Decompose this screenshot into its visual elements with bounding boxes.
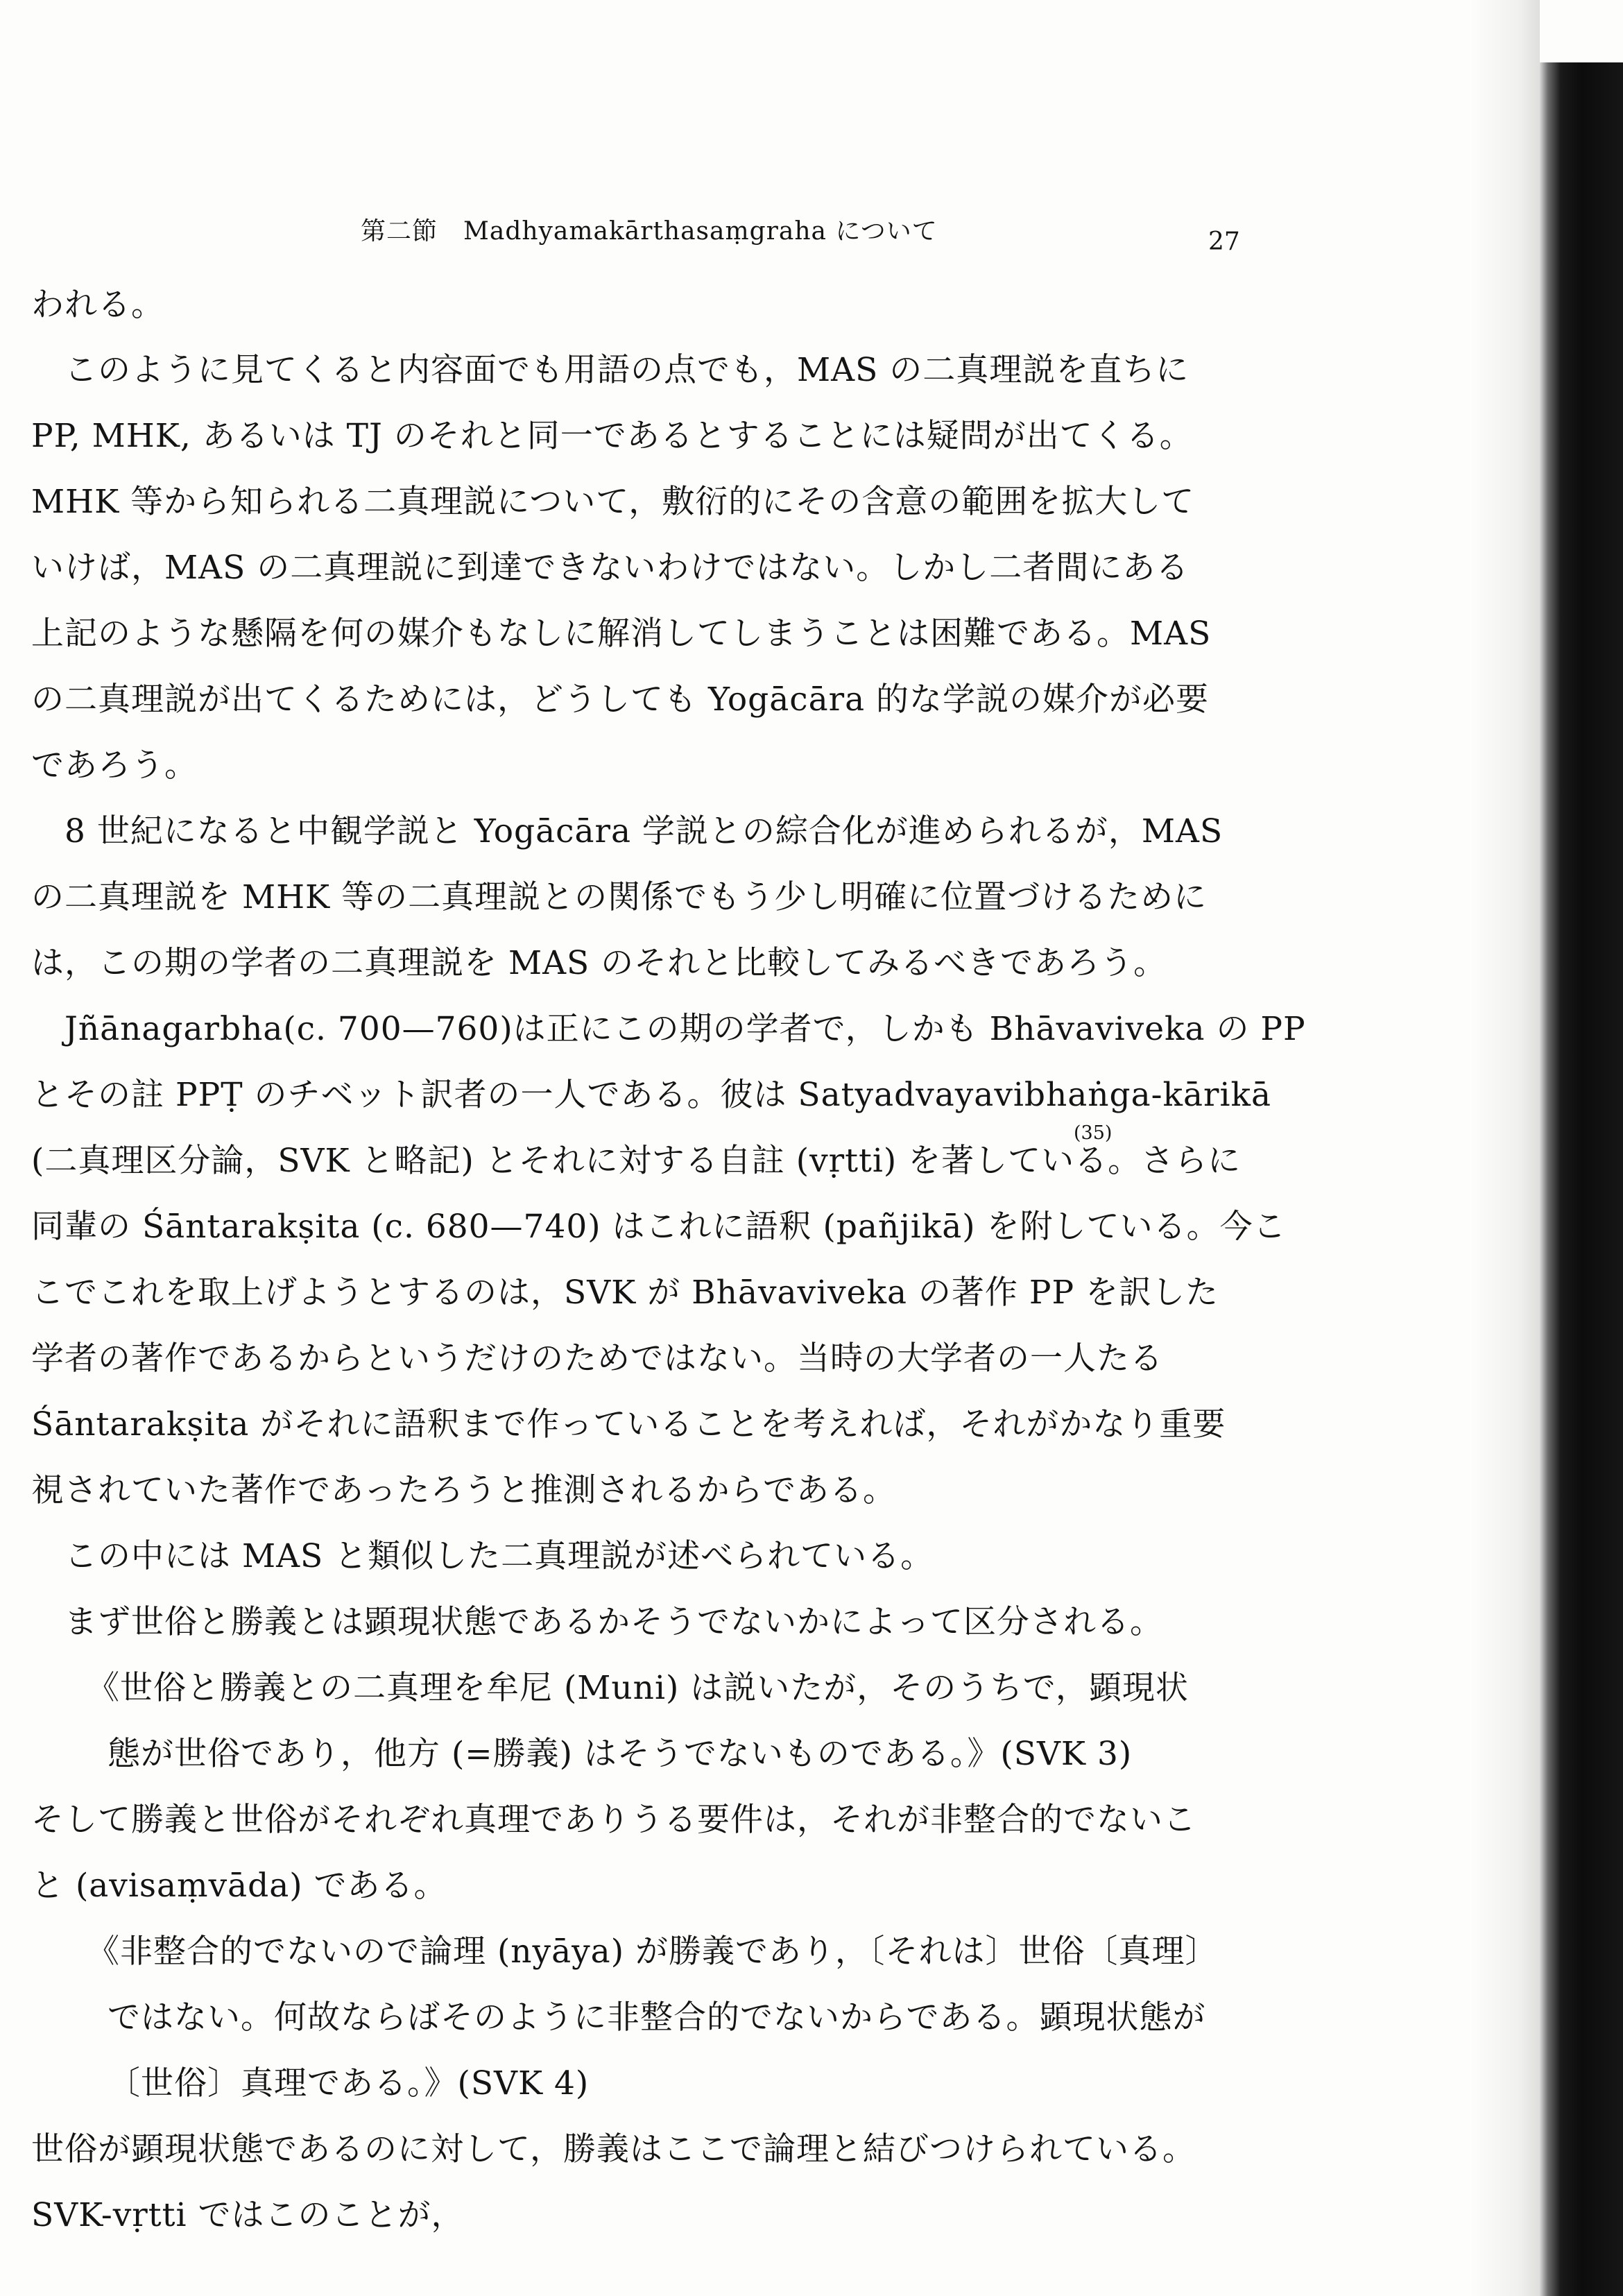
body-line: Jñānagarbha(c. 700—760)は正にこの期の学者で，しかも Bhāvaviveka の PP	[31, 1010, 1306, 1048]
body-line: 学者の著作であるからというだけのためではない。当時の大学者の一人たる	[31, 1339, 1163, 1378]
body-line: SVK-vṛtti ではこのことが，	[31, 2196, 465, 2234]
quote-line: 《非整合的でないので論理 (nyāya) が勝義であり，〔それは〕世俗〔真理〕	[87, 1933, 1219, 1971]
body-line: は，この期の学者の二真理説を MAS のそれと比較してみるべきであろう。	[31, 944, 1167, 982]
body-line: そして勝義と世俗がそれぞれ真理でありうる要件は，それが非整合的でないこ	[31, 1801, 1196, 1839]
body-line: いけば，MAS の二真理説に到達できないわけではない。しかし二者間にある	[31, 549, 1190, 587]
body-line: Śāntarakṣita がそれに語釈まで作っていることを考えれば，それがかなり重要	[31, 1405, 1226, 1443]
body-line: 8 世紀になると中観学説と Yogācāra 学説との綜合化が進められるが，MAS	[31, 812, 1223, 850]
quote-line: 《世俗と勝義との二真理を牟尼 (Muni) は説いたが，そのうちで，顕現状	[87, 1669, 1189, 1707]
body-line: であろう。	[31, 746, 198, 785]
body-line: PP, MHK, あるいは TJ のそれと同一であるとすることには疑問が出てくる。	[31, 417, 1193, 455]
quote-line: 〔世俗〕真理である。》(SVK 4)	[108, 2064, 590, 2102]
page-number: 27	[1208, 228, 1240, 256]
body-line: 上記のような懸隔を何の媒介もなしに解消してしまうことは困難である。MAS	[31, 615, 1212, 653]
quote-line: ではない。何故ならばそのように非整合的でないからである。顕現状態が	[108, 1998, 1206, 2037]
body-line: こでこれを取上げようとするのは，SVK が Bhāvaviveka の著作 PP を訳した	[31, 1274, 1219, 1312]
running-head: 第二節 Madhyamakārthasaṃgraha について	[361, 217, 938, 246]
body-line: 視されていた著作であったろうと推測されるからである。	[31, 1471, 897, 1509]
body-line: MHK 等から知られる二真理説について，敷衍的にその含意の範囲を拡大して	[31, 483, 1195, 521]
body-line: 同輩の Śāntarakṣita (c. 680—740) はこれに語釈 (pañjikā) を附している。今こ	[31, 1208, 1287, 1246]
body-line: 世俗が顕現状態であるのに対して，勝義はここで論理と結びつけられている。	[31, 2130, 1196, 2168]
binding-shadow	[1540, 62, 1623, 2296]
body-line: の二真理説を MHK 等の二真理説との関係でもう少し明確に位置づけるために	[31, 878, 1208, 916]
footnote-ref: (35)	[1074, 1122, 1113, 1144]
body-line: の二真理説が出てくるためには，どうしても Yogācāra 的な学説の媒介が必要	[31, 680, 1210, 719]
body-line: この中には MAS と類似した二真理説が述べられている。	[31, 1537, 934, 1575]
body-line: と (avisaṃvāda) である。	[31, 1867, 447, 1905]
body-line: このように見てくると内容面でも用語の点でも，MAS の二真理説を直ちに	[31, 351, 1190, 389]
body-line: (二真理区分論，SVK と略記) とそれに対する自註 (vṛtti) を著している。さらに	[31, 1142, 1242, 1180]
gutter-shading	[1470, 0, 1540, 2296]
body-line: われる。	[31, 286, 164, 324]
quote-line: 態が世俗であり，他方 (=勝義) はそうでないものである。》(SVK 3)	[108, 1735, 1133, 1773]
body-line: とその註 PPṬ のチベット訳者の一人である。彼は Satyadvayavibhaṅga-kārikā	[31, 1076, 1272, 1114]
body-line: まず世俗と勝義とは顕現状態であるかそうでないかによって区分される。	[31, 1603, 1163, 1641]
